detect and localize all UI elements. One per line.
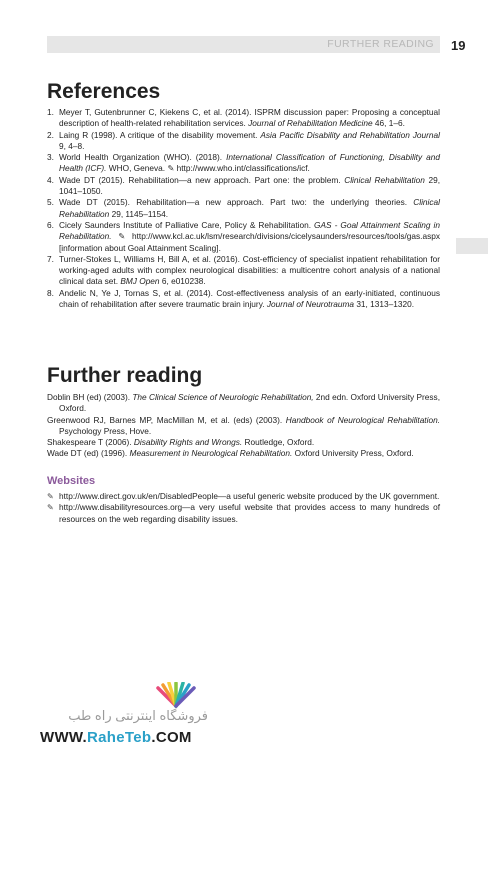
ref-text: Laing R (1998). A critique of the disability movement. Asia Pacific Disability and Rehabilitation Journal 9, 4–8. <box>59 129 440 151</box>
references-list <box>47 107 440 310</box>
list-item <box>47 152 440 175</box>
page-number: 19 <box>451 38 466 53</box>
websites-list <box>47 491 440 525</box>
watermark-url <box>40 729 192 747</box>
further-reading-heading: Further reading <box>47 364 203 387</box>
list-item <box>47 107 440 130</box>
ref-text: Andelic N, Ye J, Tornas S, et al. (2014). Cost-effectiveness analysis of an early-initiated, continuous chain of rehabilitation after severe traumatic brain injury. Journal of Neurotrauma 31, 1313–1320. <box>59 287 440 310</box>
list-item <box>47 288 440 311</box>
ref-number: 2. <box>47 129 54 140</box>
thumb-index-tab <box>456 238 488 254</box>
ref-number: 3. <box>47 152 54 163</box>
ref-text: Wade DT (2015). Rehabilitation—a new approach. Part one: the problem. Clinical Rehabilitation 29, 1041–1050. <box>59 174 440 197</box>
ref-number: 7. <box>47 253 54 264</box>
running-header-label: FURTHER READING <box>327 38 434 50</box>
list-item <box>47 502 440 525</box>
ref-text: Meyer T, Gutenbrunner C, Kiekens C, et al. (2014). ISPRM discussion paper: Proposing a conceptual description of health-related rehabilitation services. Journal of Rehabilitation Medicine 46, 1–6. <box>59 107 440 129</box>
list-item: Wade DT (ed) (1996). Measurement in Neurological Rehabilitation. Oxford University Press, Oxford. <box>47 448 414 459</box>
list-item <box>47 130 440 153</box>
ref-text: Wade DT (2015). Rehabilitation—a new approach. Part two: the underlying theories. Clinical Rehabilitation 29, 1145–1154. <box>59 197 440 219</box>
ref-number: 8. <box>47 287 54 298</box>
pen-icon: ✎ <box>47 503 54 513</box>
watermark-persian-text: فروشگاه اینترنتی راه طب <box>68 708 208 723</box>
list-item <box>47 254 440 288</box>
ref-number: 4. <box>47 174 54 185</box>
list-item: Doblin BH (ed) (2003). The Clinical Science of Neurologic Rehabilitation, 2nd edn. Oxford University Press, Oxford. <box>47 392 441 414</box>
websites-heading: Websites <box>47 475 96 487</box>
ref-number: 1. <box>47 107 54 117</box>
ref-number: 6. <box>47 219 54 230</box>
ref-text: Turner-Stokes L, Williams H, Bill A, et al. (2016). Cost-efficiency of specialist inpatient rehabilitation for working-aged adults with complex neurological disabilities: a multicentre cohort analysis of a national clinical data set. BMJ Open 6, e010238. <box>59 253 440 287</box>
book-fan-logo-icon <box>148 682 204 708</box>
ref-text: Cicely Saunders Institute of Palliative Care, Policy & Rehabilitation. GAS - Goal Attainment Scaling in Rehabilitation. ✎ http://www.kcl.ac.uk/lsm/research/divisions/cicelysaunders/resources/tools/gas.aspx [information about Goal Attainment Scaling]. <box>59 219 440 253</box>
list-item <box>47 197 440 220</box>
ref-number: 5. <box>47 197 54 208</box>
references-heading: References <box>47 80 161 103</box>
list-item <box>47 491 440 502</box>
list-item: Shakespeare T (2006). Disability Rights and Wrongs. Routledge, Oxford. <box>47 437 315 448</box>
list-item: Greenwood RJ, Barnes MP, MacMillan M, et al. (eds) (2003). Handbook of Neurological Rehabilitation. Psychology Press, Hove. <box>47 414 440 436</box>
ref-text: World Health Organization (WHO). (2018). International Classification of Functioning, Disability and Health (ICF). WHO, Geneva. ✎ http://www.who.int/classifications/icf. <box>59 152 441 174</box>
pen-icon: ✎ <box>47 492 54 501</box>
watermark-url-prefix: WWW. <box>40 729 88 746</box>
watermark-url-brand: RaheTeb <box>87 729 152 746</box>
running-header-bar <box>47 36 440 53</box>
website-link-text[interactable]: http://www.disabilityresources.org—a very useful website that provides access to many hundreds of resources on the web regarding disability issues. <box>59 502 440 524</box>
watermark-url-suffix: .COM <box>151 729 192 746</box>
list-item <box>47 220 440 254</box>
website-link-text[interactable]: http://www.direct.gov.uk/en/DisabledPeople—a useful generic website produced by the UK government. <box>59 491 440 501</box>
further-reading-list <box>47 392 440 460</box>
list-item <box>47 175 440 198</box>
